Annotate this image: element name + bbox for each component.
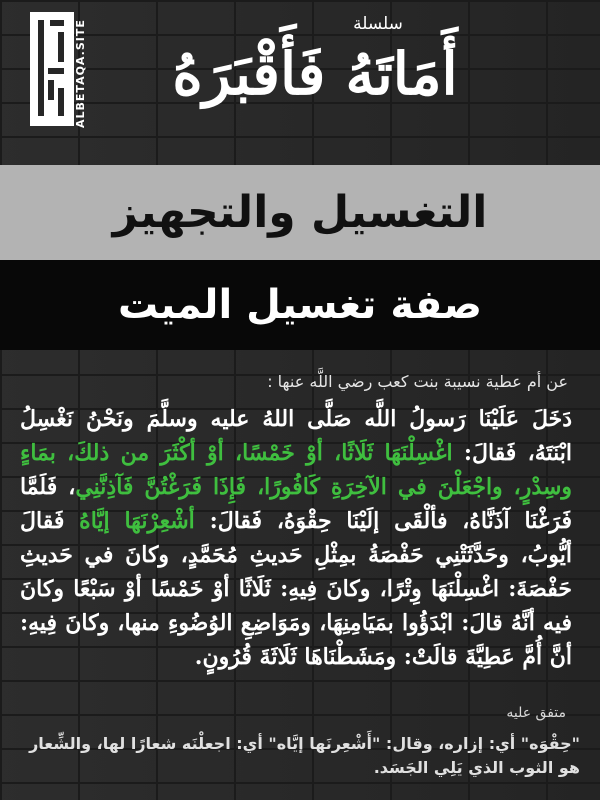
series-title: أَمَاتَهُ فَأَقْبَرَهُ [172, 40, 458, 108]
topic-title: صفة تغسيل الميت [117, 282, 483, 328]
source-label: متفق عليه [506, 705, 566, 721]
series-label: سلسلة [353, 14, 403, 34]
hadith-part-3: فَقالَ أيُّوبُ، وحَدَّثَتْنِي حَفْصَةُ بمِثْلِ حَديثِ مُحَمَّدٍ، وكانَ في حَديثِ حَفْصَةَ: اغْسِلْنَهَا وِتْرًا، وكانَ فِيهِ: ثَلَاثًا أوْ خَمْسًا أوْ سَبْعًا وكانَ فيه أنَّهُ قالَ: ابْدَؤُوا بمَيَامِنِهَا، ومَوَاضِعِ الوُضُوءِ منها، وكانَ فِيهِ: أنَّ أُمَّ عَطِيَّةَ قالَتْ: ومَشَطْنَاهَا ثَلَاثَةَ قُرُونٍ. [20, 508, 572, 670]
hadith-part-1: دَخَلَ عَلَيْنَا رَسولُ اللَّه صَلَّى اللهُ عليه وسلَّمَ ونَحْنُ نَغْسِلُ ابْنَتَهُ، فَقالَ: [20, 406, 572, 466]
topic-band [0, 260, 600, 350]
category-title: التغسيل والتجهيز [112, 187, 488, 238]
content-area [0, 360, 600, 800]
site-name: ALBETAQA.SITE [74, 19, 87, 128]
hadith-part-2: ، فَلَمَّا فَرَغْنَا آذَنَّاهُ، فألْقَى إلَيْنَا حِقْوَهُ، فَقالَ: [20, 474, 572, 534]
hadith-quote-2: أشْعِرْنَهَا إيَّاهُ [79, 508, 195, 534]
site-logo-icon [30, 12, 74, 126]
category-band [0, 165, 600, 260]
hadith-text [20, 402, 572, 674]
header [0, 0, 600, 165]
narrator-line: عن أم عطية نسيبة بنت كعب رضي اللَّه عنها : [267, 372, 568, 391]
hadith-quote-1: اغْسِلْنَهَا ثَلَاثًا، أوْ خَمْسًا، أوْ أكْثَرَ من ذلكَ، بمَاءٍ وسِدْرٍ، واجْعَلْنَ في الآخِرَةِ كَافُورًا، فَإِذَا فَرَغْتُنَّ فَآذِنَّنِي [20, 440, 572, 500]
explanation-notes: "حِقْوَه" أي: إزاره، وقال: "أَشْعِرنَها إيَّاه" أي: اجعلْنَه شعارًا لها، والشِّعار هو الثوب الذي يَلِي الجَسَد. [29, 734, 580, 777]
